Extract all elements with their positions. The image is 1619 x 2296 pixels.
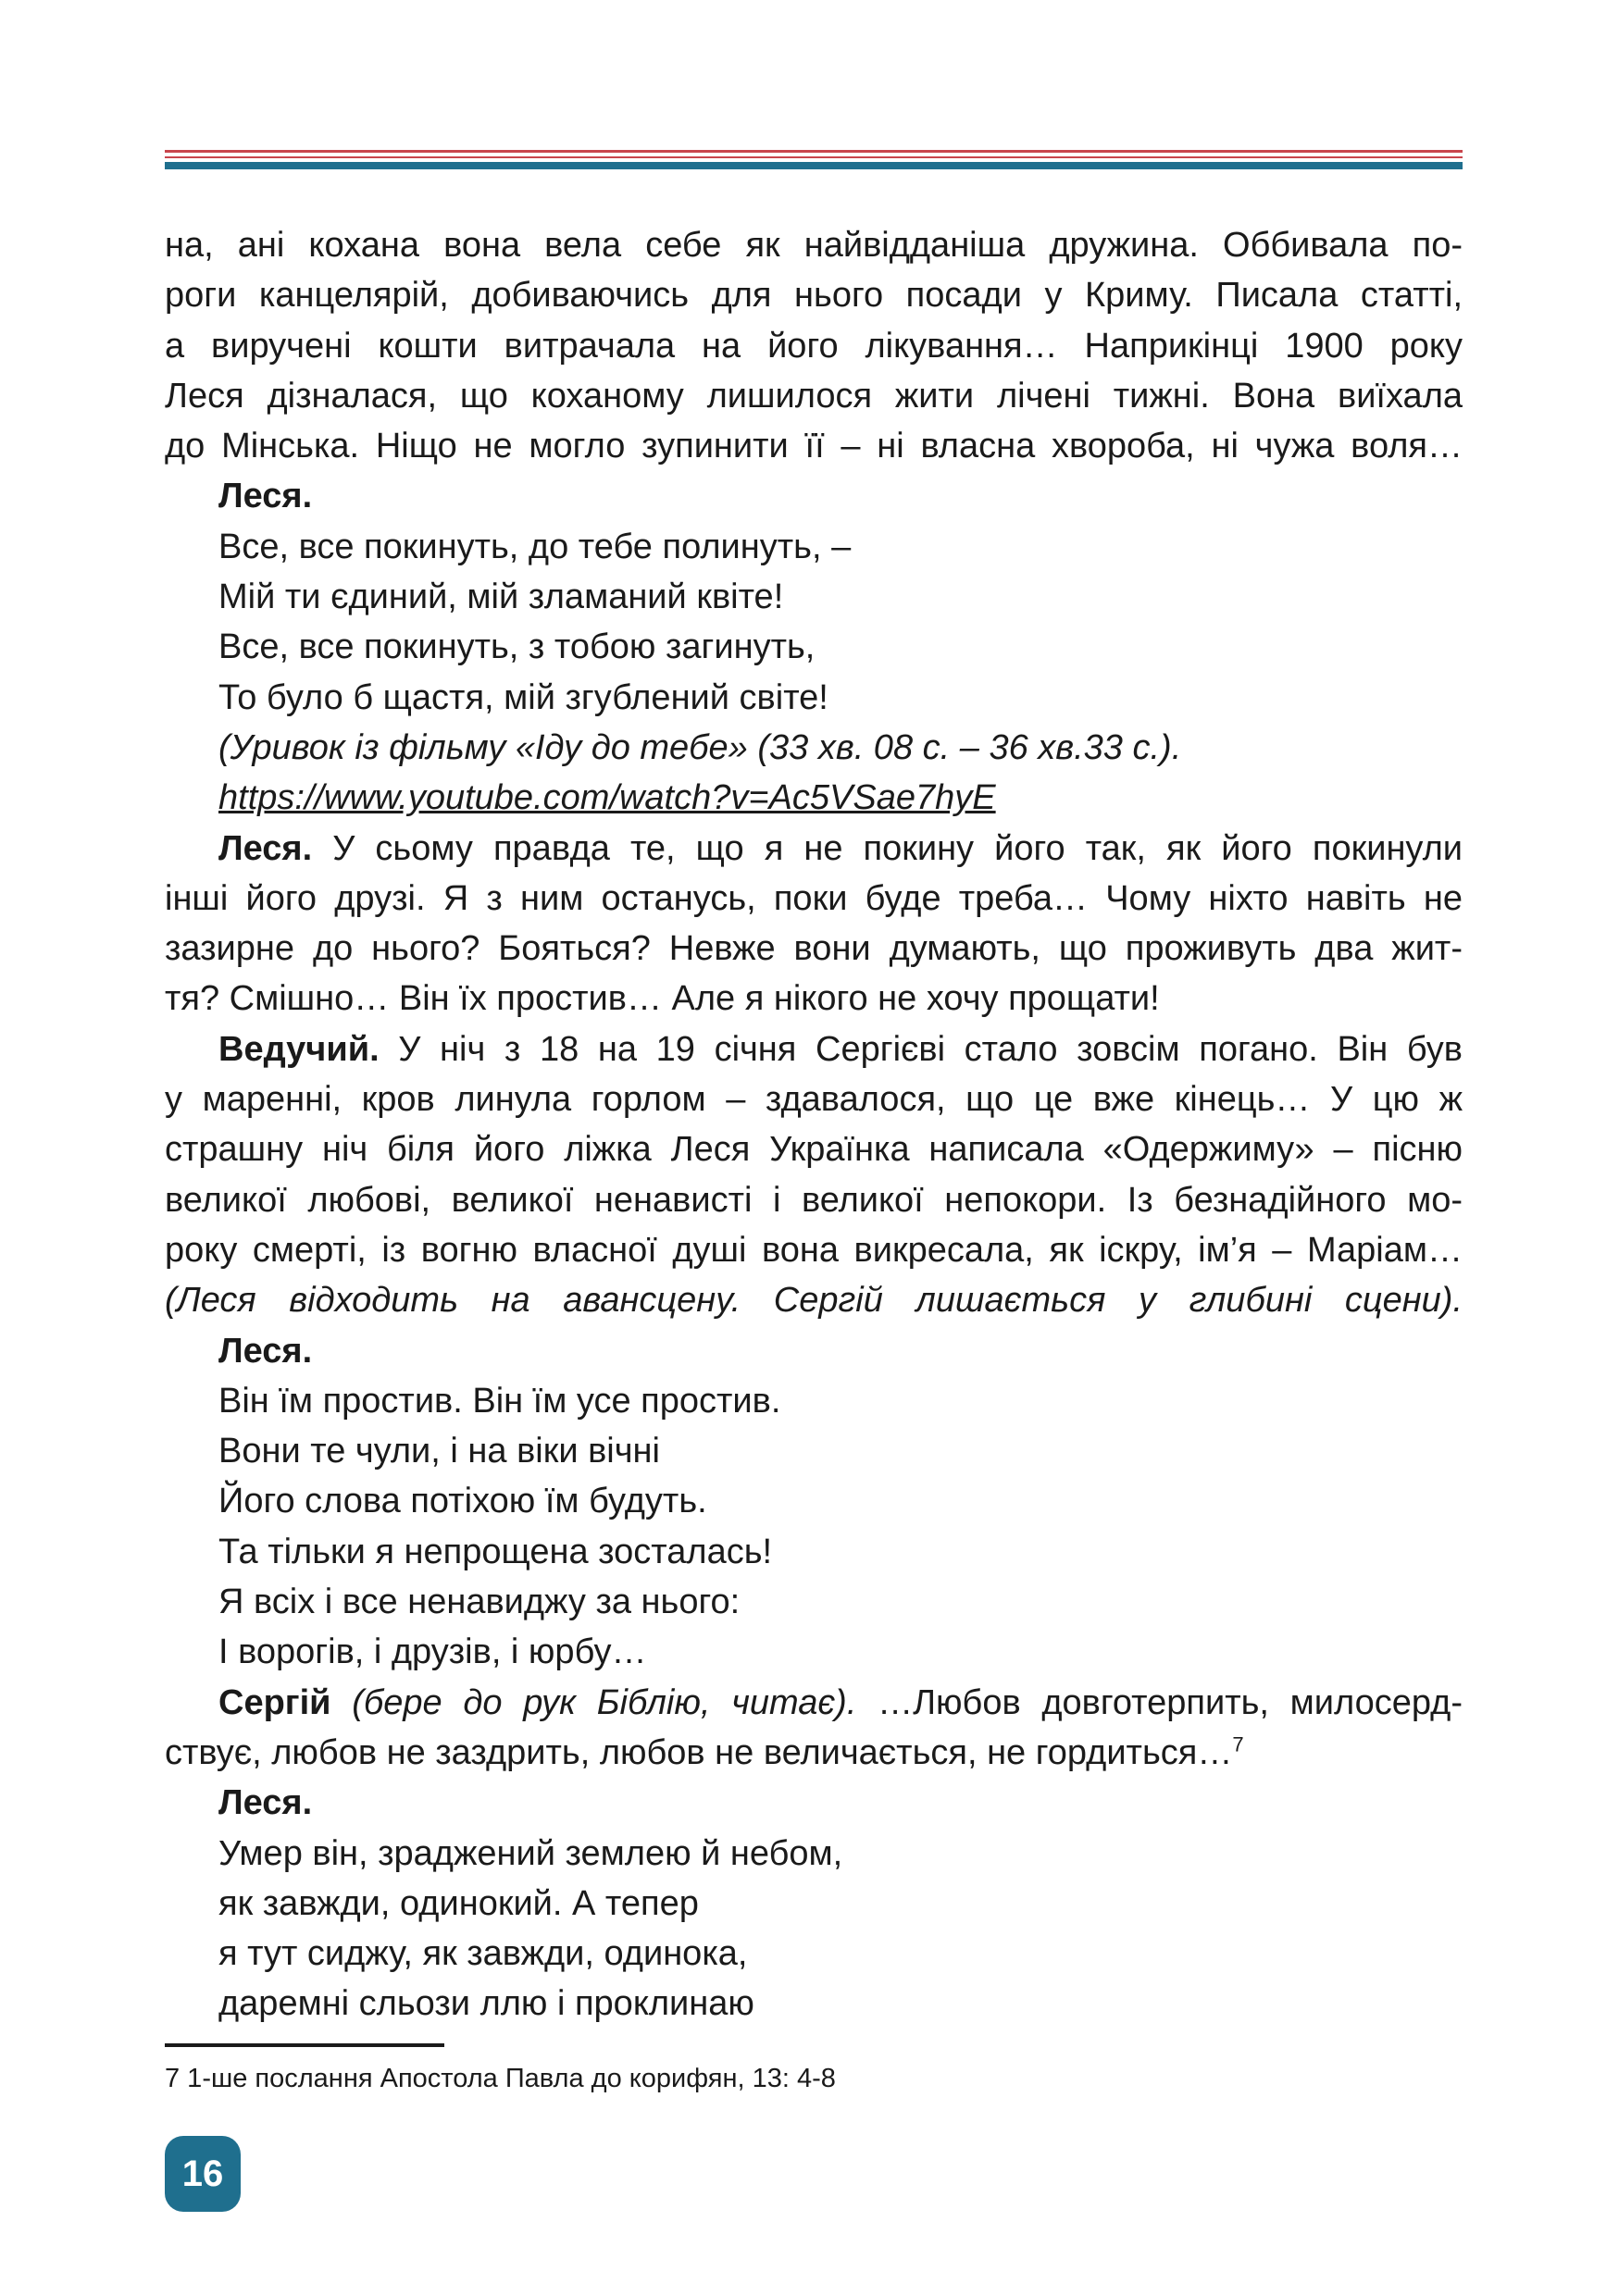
page-number-badge: 16 (165, 2136, 241, 2212)
speaker-lesia: Леся. (218, 1783, 313, 1823)
verse-line: Він їм простив. Він їм усе простив. (218, 1381, 781, 1421)
footnote: 7 1-ше послання Апостола Павла до корифян, 13: 4-8 (165, 2064, 836, 2093)
speaker-host: Ведучий. (218, 1029, 380, 1069)
speaker-lesia: Леся. (218, 477, 313, 516)
text-line: тя? Смішно… Він їх простив… Але я нікого не хочу прощати! (165, 979, 1160, 1019)
verse-line: Мій ти єдиний, мій зламаний квіте! (218, 577, 784, 617)
footnote-ref[interactable]: 7 (1232, 1732, 1244, 1756)
text-line: страшну ніч біля його ліжка Леся Українка написала «Одержиму» – пісню (165, 1130, 1463, 1170)
film-link[interactable]: https://www.youtube.com/watch?v=Ac5VSae7hyE (218, 778, 996, 818)
verse-line: як завжди, одинокий. А тепер (218, 1883, 699, 1923)
text-line: у маренні, кров линула горлом – здавалося, що це вже кінець… У цю ж (165, 1080, 1463, 1120)
verse-line: Його слова потіхою їм будуть. (218, 1482, 707, 1521)
page-body (165, 220, 1463, 2029)
stage-direction: (бере до рук Біблію, читає). (330, 1682, 857, 1722)
speaker-lesia: Леся. (218, 828, 313, 868)
header-rule-blue (165, 162, 1463, 169)
speech-text: У ніч з 18 на 19 січня Сергієві стало зовсім погано. Він був (379, 1029, 1463, 1069)
speaker-sergii: Сергій (218, 1682, 331, 1722)
stage-direction: (Леся відходить на авансцену. Сергій лишається у глибині сцени). (165, 1281, 1463, 1321)
verse-line: Та тільки я непрощена зосталась! (218, 1532, 773, 1571)
film-note: (Уривок із фільму «Іду до тебе» (33 хв. 08 с. – 36 хв.33 с.). (218, 727, 1182, 767)
verse-line: То було б щастя, мій згублений світе! (218, 677, 828, 717)
verse-line: даремні сльози ллю і проклинаю (218, 1984, 754, 2024)
speech-text: …Любов довготерпить, милосерд- (856, 1682, 1463, 1722)
footnote-divider (165, 2043, 444, 2047)
verse-line: Вони те чули, і на віки вічні (218, 1432, 660, 1471)
text-line: до Мінська. Ніщо не могло зупинити її – ні власна хвороба, ні чужа воля… (165, 427, 1463, 466)
speaker-lesia: Леся. (218, 1331, 313, 1371)
text-line: великої любові, великої ненависті і великої непокори. Із безнадійного мо- (165, 1180, 1463, 1220)
speech-text: ствує, любов не заздрить, любов не величається, не гордиться… (165, 1732, 1233, 1772)
header-rule-red-top (165, 150, 1463, 153)
speech-text: У сьому правда те, що я не покину його так, як його покинули (312, 828, 1463, 868)
verse-line: Умер він, зраджений землею й небом, (218, 1833, 843, 1873)
text-line: зазирне до нього? Бояться? Невже вони думають, що проживуть два жит- (165, 929, 1463, 969)
text-line: інші його друзі. Я з ним останусь, поки буде треба… Чому ніхто навіть не (165, 878, 1463, 918)
verse-line: Все, все покинуть, з тобою загинуть, (218, 627, 816, 667)
verse-line: Все, все покинуть, до тебе полинуть, – (218, 527, 852, 566)
text-line: на, ані кохана вона вела себе як найвідданіша дружина. Оббивала по- (165, 226, 1463, 265)
text-line: року смерті, із вогню власної душі вона викресала, як іскру, ім’я – Маріам… (165, 1230, 1463, 1270)
verse-line: І ворогів, і друзів, і юрбу… (218, 1632, 647, 1672)
text-line: а виручені кошти витрачала на його лікування… Наприкінці 1900 року (165, 326, 1463, 366)
header-rule-red-bottom (165, 156, 1463, 158)
verse-line: я тут сиджу, як завжди, одинока, (218, 1934, 748, 1974)
text-line: Леся дізналася, що коханому лишилося жити лічені тижні. Вона виїхала (165, 376, 1463, 416)
verse-line: Я всіх і все ненавиджу за нього: (218, 1582, 741, 1622)
text-line: роги канцелярій, добиваючись для нього посади у Криму. Писала статті, (165, 276, 1463, 316)
